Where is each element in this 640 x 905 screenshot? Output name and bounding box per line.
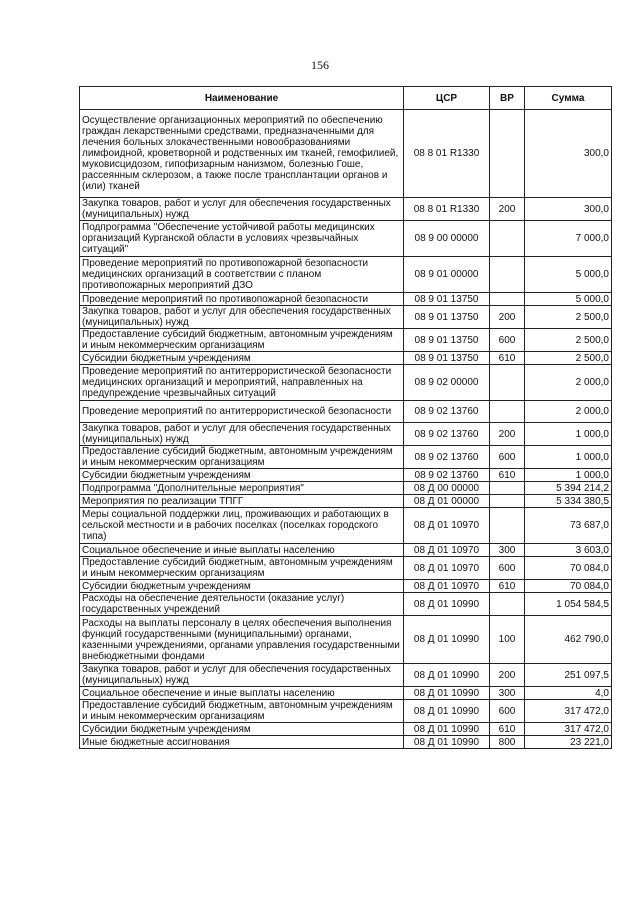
table-row bbox=[80, 352, 612, 365]
table-header-row bbox=[80, 87, 612, 110]
row-vr bbox=[490, 110, 525, 198]
row-sum: 3 603,0 bbox=[525, 544, 612, 557]
budget-table bbox=[79, 86, 612, 749]
row-vr: 200 bbox=[490, 198, 525, 221]
row-vr: 600 bbox=[490, 329, 525, 352]
row-csr: 08 9 02 13760 bbox=[404, 469, 490, 482]
row-name: Проведение мероприятий по противопожарной безопасности bbox=[80, 293, 404, 306]
row-name: Проведение мероприятий по антитеррористической безопасности bbox=[80, 401, 404, 423]
row-name: Предоставление субсидий бюджетным, автономным учреждениям и иным некоммерческим организациям bbox=[80, 700, 404, 723]
table-row bbox=[80, 401, 612, 423]
table-row bbox=[80, 593, 612, 616]
page-number: 156 bbox=[311, 58, 329, 72]
row-vr: 300 bbox=[490, 544, 525, 557]
row-name: Субсидии бюджетным учреждениям bbox=[80, 580, 404, 593]
row-sum: 2 000,0 bbox=[525, 365, 612, 401]
row-vr: 300 bbox=[490, 687, 525, 700]
row-sum: 2 000,0 bbox=[525, 401, 612, 423]
row-name: Осуществление организационных мероприятий по обеспечению граждан лекарственными средствами, предназначенными для лечения больных злокачественными новообразованиями лимфоидной, кроветворной и родственных им тканей, гемофилией, муковисцидозом, гипофизарным нанизмом, болезнью Гоше, рассеянным склерозом, а также после трансплантации органов и (или) тканей bbox=[80, 110, 404, 198]
row-name: Субсидии бюджетным учреждениям bbox=[80, 723, 404, 736]
row-vr: 600 bbox=[490, 700, 525, 723]
header-vr: ВР bbox=[490, 87, 525, 110]
row-sum: 5 394 214,2 bbox=[525, 482, 612, 495]
row-name: Проведение мероприятий по антитеррористической безопасности медицинских организаций и мероприятий, направленных на предупреждение чрезвычайных ситуаций bbox=[80, 365, 404, 401]
row-csr: 08 Д 00 00000 bbox=[404, 482, 490, 495]
row-name: Подпрограмма "Дополнительные мероприятия" bbox=[80, 482, 404, 495]
row-csr: 08 8 01 R1330 bbox=[404, 198, 490, 221]
row-vr bbox=[490, 365, 525, 401]
row-vr: 610 bbox=[490, 580, 525, 593]
row-name: Расходы на обеспечение деятельности (оказание услуг) государственных учреждений bbox=[80, 593, 404, 616]
row-name: Субсидии бюджетным учреждениям bbox=[80, 352, 404, 365]
table-row bbox=[80, 110, 612, 198]
table-row bbox=[80, 664, 612, 687]
row-csr: 08 Д 01 10990 bbox=[404, 736, 490, 749]
table-row bbox=[80, 544, 612, 557]
row-name: Закупка товаров, работ и услуг для обеспечения государственных (муниципальных) нужд bbox=[80, 306, 404, 329]
row-vr bbox=[490, 508, 525, 544]
row-name: Подпрограмма "Обеспечение устойчивой работы медицинских организаций Курганской области в условиях чрезвычайных ситуаций" bbox=[80, 221, 404, 257]
table-row bbox=[80, 723, 612, 736]
row-name: Социальное обеспечение и иные выплаты населению bbox=[80, 687, 404, 700]
row-vr bbox=[490, 293, 525, 306]
row-sum: 2 500,0 bbox=[525, 306, 612, 329]
row-name: Предоставление субсидий бюджетным, автономным учреждениям и иным некоммерческим организациям bbox=[80, 329, 404, 352]
row-csr: 08 Д 01 10970 bbox=[404, 580, 490, 593]
row-sum: 70 084,0 bbox=[525, 580, 612, 593]
row-name: Закупка товаров, работ и услуг для обеспечения государственных (муниципальных) нужд bbox=[80, 423, 404, 446]
row-sum: 1 000,0 bbox=[525, 423, 612, 446]
header-name: Наименование bbox=[80, 87, 404, 110]
header-csr: ЦСР bbox=[404, 87, 490, 110]
table-row bbox=[80, 687, 612, 700]
row-csr: 08 Д 01 10970 bbox=[404, 508, 490, 544]
row-vr: 600 bbox=[490, 446, 525, 469]
row-csr: 08 Д 01 10990 bbox=[404, 616, 490, 664]
row-name: Расходы на выплаты персоналу в целях обеспечения выполнения функций государственными (муниципальными) органами, казенными учреждениями, органами управления государственными внебюджетными фондами bbox=[80, 616, 404, 664]
row-sum: 1 054 584,5 bbox=[525, 593, 612, 616]
row-vr bbox=[490, 257, 525, 293]
row-sum: 317 472,0 bbox=[525, 723, 612, 736]
row-sum: 70 084,0 bbox=[525, 557, 612, 580]
table-row bbox=[80, 469, 612, 482]
row-csr: 08 Д 01 10990 bbox=[404, 593, 490, 616]
row-sum: 23 221,0 bbox=[525, 736, 612, 749]
row-sum: 73 687,0 bbox=[525, 508, 612, 544]
table-row bbox=[80, 306, 612, 329]
row-sum: 7 000,0 bbox=[525, 221, 612, 257]
row-sum: 4,0 bbox=[525, 687, 612, 700]
row-vr: 600 bbox=[490, 557, 525, 580]
row-csr: 08 8 01 R1330 bbox=[404, 110, 490, 198]
row-name: Иные бюджетные ассигнования bbox=[80, 736, 404, 749]
row-name: Закупка товаров, работ и услуг для обеспечения государственных (муниципальных) нужд bbox=[80, 198, 404, 221]
row-sum: 5 000,0 bbox=[525, 293, 612, 306]
table-row bbox=[80, 257, 612, 293]
table-row bbox=[80, 508, 612, 544]
row-csr: 08 9 02 13760 bbox=[404, 446, 490, 469]
row-vr bbox=[490, 401, 525, 423]
row-sum: 462 790,0 bbox=[525, 616, 612, 664]
table-row bbox=[80, 293, 612, 306]
row-sum: 317 472,0 bbox=[525, 700, 612, 723]
row-sum: 2 500,0 bbox=[525, 329, 612, 352]
row-csr: 08 9 01 13750 bbox=[404, 329, 490, 352]
row-sum: 5 000,0 bbox=[525, 257, 612, 293]
row-name: Проведение мероприятий по противопожарной безопасности медицинских организаций в соответствии с планом противопожарных мероприятий ДЗО bbox=[80, 257, 404, 293]
row-csr: 08 9 02 13760 bbox=[404, 423, 490, 446]
row-csr: 08 Д 01 10990 bbox=[404, 700, 490, 723]
row-csr: 08 Д 01 10990 bbox=[404, 687, 490, 700]
table-row bbox=[80, 495, 612, 508]
row-sum: 5 334 380,5 bbox=[525, 495, 612, 508]
row-csr: 08 9 01 13750 bbox=[404, 306, 490, 329]
row-name: Меры социальной поддержки лиц, проживающих и работающих в сельской местности и в рабочих поселках (поселках городского типа) bbox=[80, 508, 404, 544]
row-name: Мероприятия по реализации ТПГГ bbox=[80, 495, 404, 508]
row-sum: 1 000,0 bbox=[525, 446, 612, 469]
row-vr: 200 bbox=[490, 423, 525, 446]
table-row bbox=[80, 482, 612, 495]
row-name: Социальное обеспечение и иные выплаты населению bbox=[80, 544, 404, 557]
row-csr: 08 9 02 13760 bbox=[404, 401, 490, 423]
header-sum: Сумма bbox=[525, 87, 612, 110]
table-row bbox=[80, 446, 612, 469]
row-vr bbox=[490, 221, 525, 257]
row-sum: 1 000,0 bbox=[525, 469, 612, 482]
row-vr bbox=[490, 495, 525, 508]
row-sum: 300,0 bbox=[525, 198, 612, 221]
row-name: Предоставление субсидий бюджетным, автономным учреждениям и иным некоммерческим организациям bbox=[80, 557, 404, 580]
row-name: Закупка товаров, работ и услуг для обеспечения государственных (муниципальных) нужд bbox=[80, 664, 404, 687]
row-name: Субсидии бюджетным учреждениям bbox=[80, 469, 404, 482]
table-row bbox=[80, 198, 612, 221]
row-vr: 800 bbox=[490, 736, 525, 749]
row-vr bbox=[490, 482, 525, 495]
row-sum: 300,0 bbox=[525, 110, 612, 198]
row-csr: 08 Д 01 00000 bbox=[404, 495, 490, 508]
row-csr: 08 Д 01 10970 bbox=[404, 544, 490, 557]
row-csr: 08 9 01 00000 bbox=[404, 257, 490, 293]
row-csr: 08 Д 01 10990 bbox=[404, 723, 490, 736]
row-vr: 200 bbox=[490, 664, 525, 687]
row-vr: 610 bbox=[490, 469, 525, 482]
row-vr: 610 bbox=[490, 723, 525, 736]
table-row bbox=[80, 557, 612, 580]
table-row bbox=[80, 423, 612, 446]
row-csr: 08 9 01 13750 bbox=[404, 352, 490, 365]
row-vr: 100 bbox=[490, 616, 525, 664]
table-row bbox=[80, 329, 612, 352]
table-row bbox=[80, 616, 612, 664]
row-vr: 610 bbox=[490, 352, 525, 365]
table-row bbox=[80, 365, 612, 401]
table-row bbox=[80, 221, 612, 257]
table-row bbox=[80, 700, 612, 723]
row-csr: 08 Д 01 10990 bbox=[404, 664, 490, 687]
row-csr: 08 9 00 00000 bbox=[404, 221, 490, 257]
row-vr: 200 bbox=[490, 306, 525, 329]
table-row bbox=[80, 736, 612, 749]
row-csr: 08 9 02 00000 bbox=[404, 365, 490, 401]
row-csr: 08 Д 01 10970 bbox=[404, 557, 490, 580]
row-name: Предоставление субсидий бюджетным, автономным учреждениям и иным некоммерческим организациям bbox=[80, 446, 404, 469]
row-sum: 2 500,0 bbox=[525, 352, 612, 365]
row-sum: 251 097,5 bbox=[525, 664, 612, 687]
row-vr bbox=[490, 593, 525, 616]
row-csr: 08 9 01 13750 bbox=[404, 293, 490, 306]
table-row bbox=[80, 580, 612, 593]
